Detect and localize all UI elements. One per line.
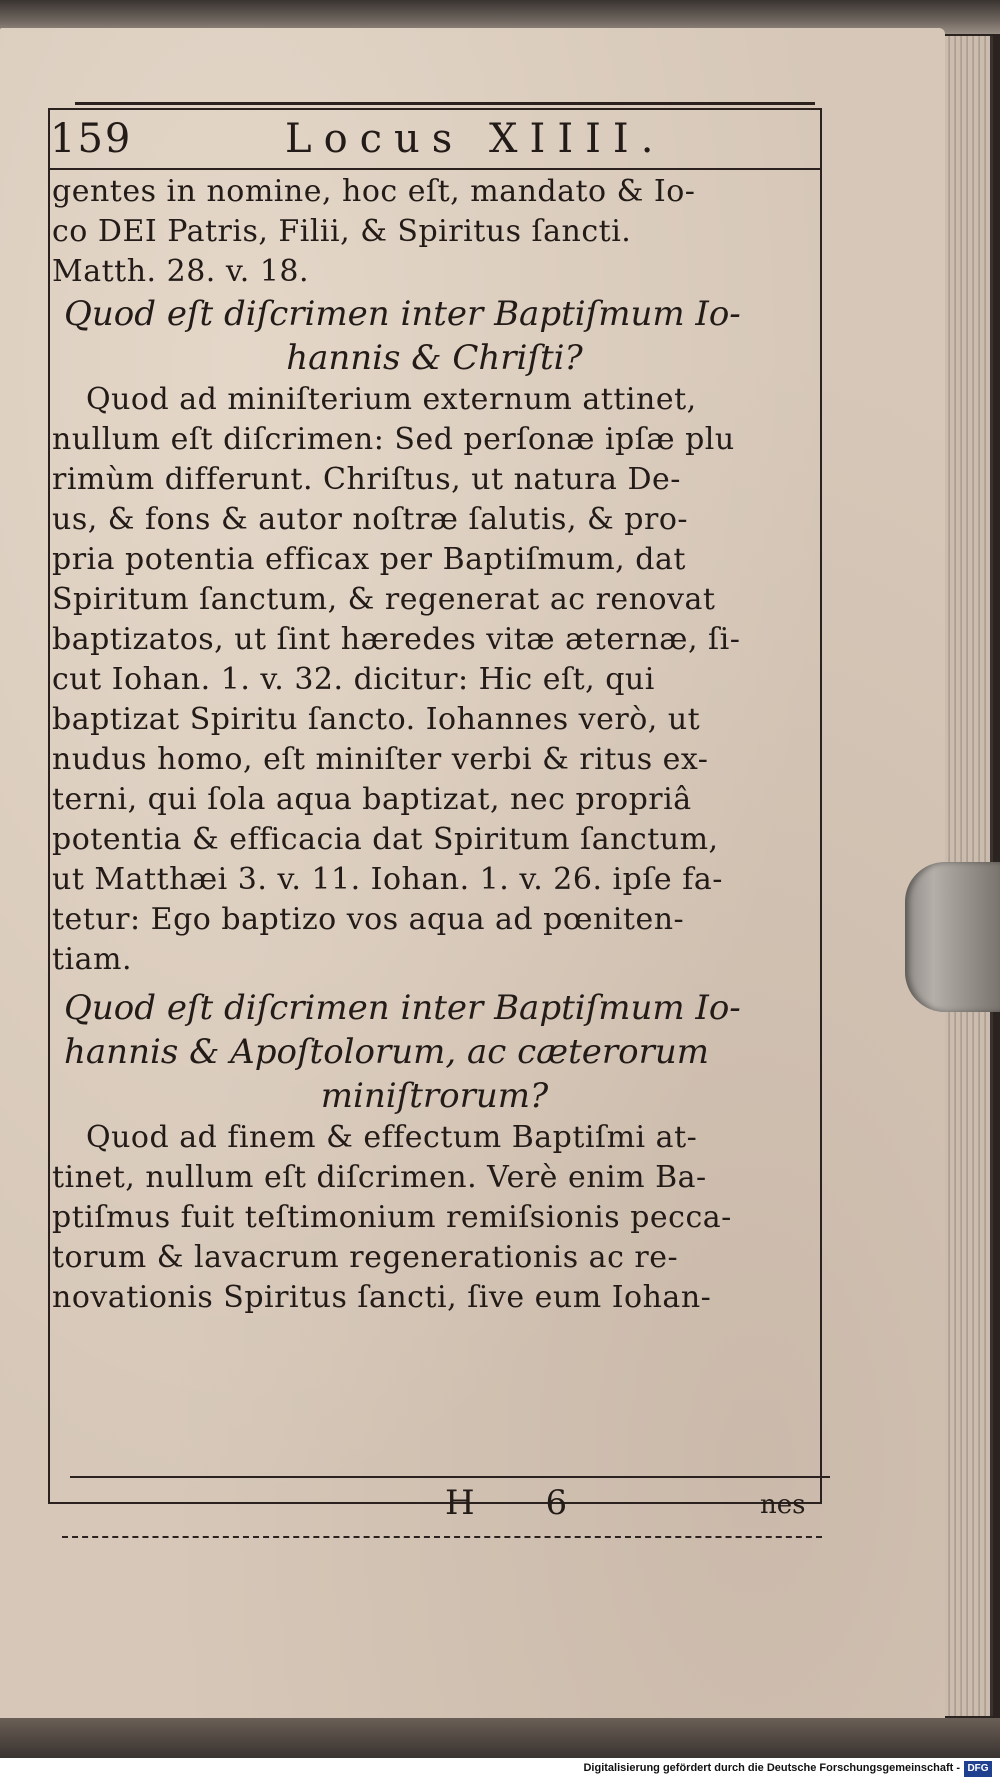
text-line: nullum eſt diſcrimen: Sed perſonæ ipſæ plu	[52, 422, 735, 457]
text-line: us, & fons & autor noſtræ ſalutis, & pro-	[52, 502, 689, 537]
text-line: pria potentia efficax per Baptiſmum, dat	[52, 542, 686, 577]
text-line: baptizatos, ut ſint hæredes vitæ æternæ, ſi-	[52, 622, 741, 657]
credit-bar	[0, 1758, 1000, 1782]
text-line: co DEI Patris, Filii, & Spiritus ſancti.	[52, 214, 632, 249]
text-line: cut Iohan. 1. v. 32. dicitur: Hic eſt, qui	[52, 662, 655, 697]
text-line: tiam.	[52, 942, 133, 977]
text-line: baptizat Spiritu ſancto. Iohannes verò, ut	[52, 702, 701, 737]
text-block	[52, 172, 817, 1318]
question-heading: miniſtrorum?	[320, 1076, 549, 1116]
text-line: potentia & efficacia dat Spiritum ſanctum,	[52, 822, 719, 857]
text-line: novationis Spiritus ſancti, ſive eum Iohan-	[52, 1280, 712, 1315]
signature-mark: H 6	[445, 1483, 598, 1523]
footer-rule	[70, 1476, 830, 1478]
footer-rule-lower	[62, 1536, 822, 1538]
text-line: Quod ad finem & effectum Baptiſmi at-	[86, 1120, 698, 1155]
text-line: ut Matthæi 3. v. 11. Iohan. 1. v. 26. ipſe fa-	[52, 862, 723, 897]
question-heading: Quod eſt diſcrimen inter Baptiſmum Io-	[64, 294, 741, 334]
text-line: terni, qui ſola aqua baptizat, nec propriâ	[52, 782, 692, 817]
dfg-logo: DFG	[964, 1761, 992, 1777]
text-line: nudus homo, eſt miniſter verbi & ritus ex-	[52, 742, 709, 777]
text-line: Matth. 28. v. 18.	[52, 254, 310, 289]
page-number: 159	[50, 116, 133, 162]
bookmark-tab	[905, 862, 1000, 1012]
question-heading: hannis & Apoſtolorum, ac cæterorum	[64, 1032, 710, 1072]
question-heading: hannis & Chriſti?	[286, 338, 583, 378]
text-line: gentes in nomine, hoc eſt, mandato & Io-	[52, 174, 696, 209]
question-heading: Quod eſt diſcrimen inter Baptiſmum Io-	[64, 988, 741, 1028]
text-line: tinet, nullum eſt diſcrimen. Verè enim Ba-	[52, 1160, 707, 1195]
running-head: Locus XIIII.	[285, 116, 666, 162]
text-line: tetur: Ego baptizo vos aqua ad pœniten-	[52, 902, 685, 937]
text-line: Spiritum ſanctum, & regenerat ac renovat	[52, 582, 716, 617]
book-bottom-edge	[0, 1718, 1000, 1758]
catchword: nes	[760, 1490, 806, 1520]
text-line: rimùm differunt. Chriſtus, ut natura De-	[52, 462, 681, 497]
text-line: ptiſmus fuit teſtimonium remiſsionis pecca-	[52, 1200, 732, 1235]
text-line: Quod ad miniſterium externum attinet,	[86, 382, 697, 417]
text-line: torum & lavacrum regenerationis ac re-	[52, 1240, 679, 1275]
header-rule	[75, 102, 815, 105]
credit-text: Digitalisierung gefördert durch die Deutsche Forschungsgemeinschaft -	[583, 1762, 960, 1774]
